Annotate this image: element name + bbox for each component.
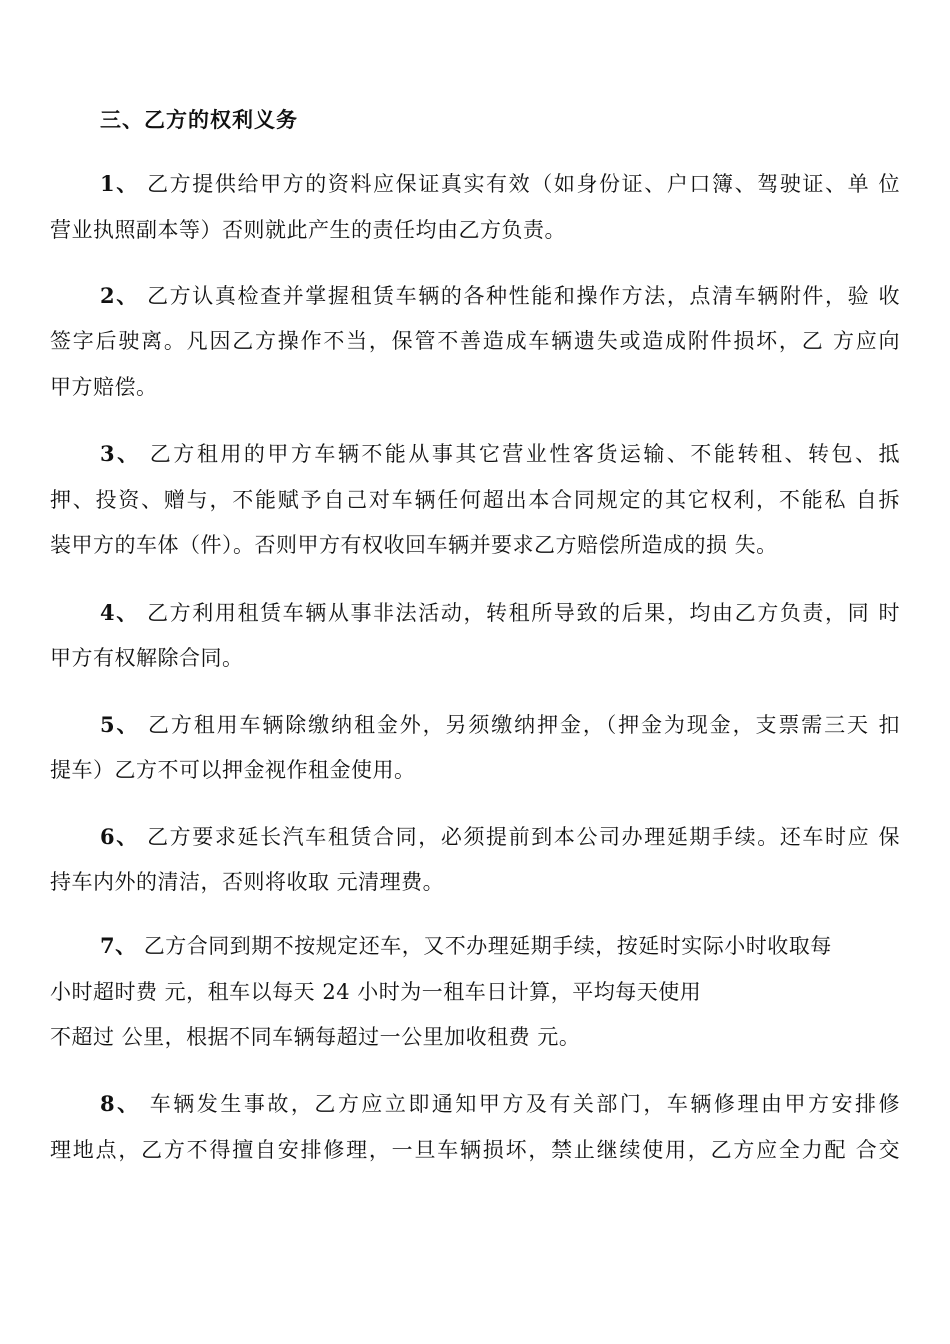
clause-number: 3、 xyxy=(100,441,141,466)
clause-number: 1、 xyxy=(100,171,139,196)
clause-number: 5、 xyxy=(100,712,140,737)
clause-2-line-2: 签字后驶离。凡因乙方操作不当，保管不善造成车辆遗失或造成附件损坏，乙 方应向 xyxy=(50,329,900,353)
clause-4-line-2: 甲方有权解除合同。 xyxy=(50,646,244,670)
clause-text: 乙方租用车辆除缴纳租金外，另须缴纳押金，（押金为现金，支票需三天 扣 xyxy=(139,713,900,737)
clause-number: 7、 xyxy=(100,933,137,958)
clause-3-line-1 xyxy=(100,440,900,468)
clause-text: 乙方认真检查并掌握租赁车辆的各种性能和操作方法，点清车辆附件，验 收 xyxy=(138,284,900,308)
section-heading: 三、乙方的权利义务 xyxy=(100,107,298,132)
clause-7-line-3: 不超过 公里，根据不同车辆每超过一公里加收租费 元。 xyxy=(50,1025,581,1049)
clause-text: 乙方租用的甲方车辆不能从事其它营业性客货运输、不能转租、转包、抵 xyxy=(140,442,900,466)
clause-number: 2、 xyxy=(100,283,139,308)
clause-5-line-2: 提车）乙方不可以押金视作租金使用。 xyxy=(50,758,416,782)
clause-2-line-3: 甲方赔偿。 xyxy=(50,375,158,399)
clause-5-line-1 xyxy=(100,711,900,739)
clause-text: 乙方提供给甲方的资料应保证真实有效（如身份证、户口簿、驾驶证、单 位 xyxy=(138,172,900,196)
clause-6-line-2: 持车内外的清洁，否则将收取 元清理费。 xyxy=(50,870,445,894)
clause-6-line-1 xyxy=(100,823,900,851)
clause-number: 6、 xyxy=(100,824,139,849)
clause-7-line-1 xyxy=(100,932,900,960)
clause-text: 车辆发生事故，乙方应立即通知甲方及有关部门，车辆修理由甲方安排修 xyxy=(140,1092,900,1116)
clause-number: 8、 xyxy=(100,1091,141,1116)
clause-7-line-2: 小时超时费 元，租车以每天 24 小时为一租车日计算，平均每天使用 xyxy=(50,980,702,1004)
clause-2-line-1 xyxy=(100,282,900,310)
clause-3-line-3: 装甲方的车体（件）。否则甲方有权收回车辆并要求乙方赔偿所造成的损 失。 xyxy=(50,533,778,557)
clause-3-line-2: 押、投资、赠与，不能赋予自己对车辆任何超出本合同规定的其它权利，不能私 自拆 xyxy=(50,488,900,512)
clause-8-line-2: 理地点，乙方不得擅自安排修理，一旦车辆损坏，禁止继续使用，乙方应全力配 合交 xyxy=(50,1138,900,1162)
clause-text: 乙方利用租赁车辆从事非法活动，转租所导致的后果，均由乙方负责，同 时 xyxy=(138,601,900,625)
clause-1-line-2: 营业执照副本等）否则就此产生的责任均由乙方负责。 xyxy=(50,218,566,242)
clause-text: 乙方合同到期不按规定还车，又不办理延期手续，按延时实际小时收取每 xyxy=(136,934,832,958)
clause-8-line-1 xyxy=(100,1090,900,1118)
clause-4-line-1 xyxy=(100,599,900,627)
clause-number: 4、 xyxy=(100,600,139,625)
clause-text: 乙方要求延长汽车租赁合同，必须提前到本公司办理延期手续。还车时应 保 xyxy=(138,825,900,849)
clause-1-line-1 xyxy=(100,170,900,198)
